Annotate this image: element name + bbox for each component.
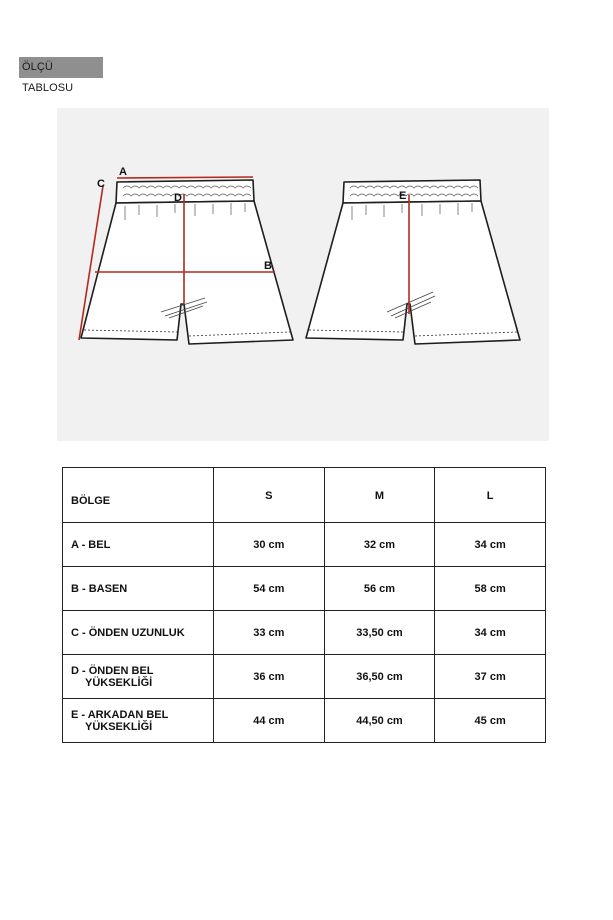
- cell-value: 30 cm: [214, 523, 325, 567]
- table-row: [63, 699, 546, 743]
- row-label-line2: YÜKSEKLİĞİ: [85, 676, 153, 689]
- label-d: D: [174, 192, 182, 204]
- label-e: E: [399, 190, 407, 202]
- cell-value: 54 cm: [214, 567, 325, 611]
- cell-value: 56 cm: [324, 567, 435, 611]
- header-region: BÖLGE: [63, 468, 214, 523]
- cell-value: 34 cm: [435, 611, 546, 655]
- cell-value: 32 cm: [324, 523, 435, 567]
- header-size-m: M: [324, 468, 435, 523]
- header-size-s: S: [214, 468, 325, 523]
- row-label-line1: A - BEL: [71, 538, 111, 551]
- size-chart-tag: ÖLÇÜ TABLOSU: [19, 57, 103, 78]
- cell-value: 37 cm: [435, 655, 546, 699]
- row-label-line1: D - ÖNDEN BEL: [71, 664, 154, 677]
- header-size-l: L: [435, 468, 546, 523]
- row-label: [63, 611, 214, 655]
- row-label-line2: YÜKSEKLİĞİ: [85, 720, 153, 733]
- label-a: A: [119, 166, 127, 178]
- table-header-row: [63, 468, 546, 523]
- row-label: [63, 567, 214, 611]
- measure-line-a: [117, 177, 253, 178]
- table-row: [63, 655, 546, 699]
- row-label-line1: E - ARKADAN BEL: [71, 708, 169, 721]
- row-label: [63, 699, 214, 743]
- table-row: [63, 611, 546, 655]
- cell-value: 36 cm: [214, 655, 325, 699]
- back-body: [306, 201, 520, 344]
- back-shorts: [306, 180, 520, 344]
- row-label: [63, 523, 214, 567]
- back-waistband: [343, 180, 481, 203]
- cell-value: 45 cm: [435, 699, 546, 743]
- cell-value: 36,50 cm: [324, 655, 435, 699]
- row-label: [63, 655, 214, 699]
- shorts-diagram-svg: [57, 108, 549, 441]
- cell-value: 33,50 cm: [324, 611, 435, 655]
- cell-value: 44,50 cm: [324, 699, 435, 743]
- cell-value: 34 cm: [435, 523, 546, 567]
- shorts-measurement-diagram: [57, 108, 549, 441]
- front-waistband: [116, 180, 254, 203]
- front-shorts: [81, 180, 293, 344]
- cell-value: 33 cm: [214, 611, 325, 655]
- table-row: [63, 523, 546, 567]
- label-c: C: [97, 178, 105, 190]
- size-table: [62, 467, 546, 743]
- label-b: B: [264, 260, 272, 272]
- cell-value: 44 cm: [214, 699, 325, 743]
- row-label-line1: B - BASEN: [71, 582, 128, 595]
- row-label-line1: C - ÖNDEN UZUNLUK: [71, 626, 185, 639]
- table-row: [63, 567, 546, 611]
- cell-value: 58 cm: [435, 567, 546, 611]
